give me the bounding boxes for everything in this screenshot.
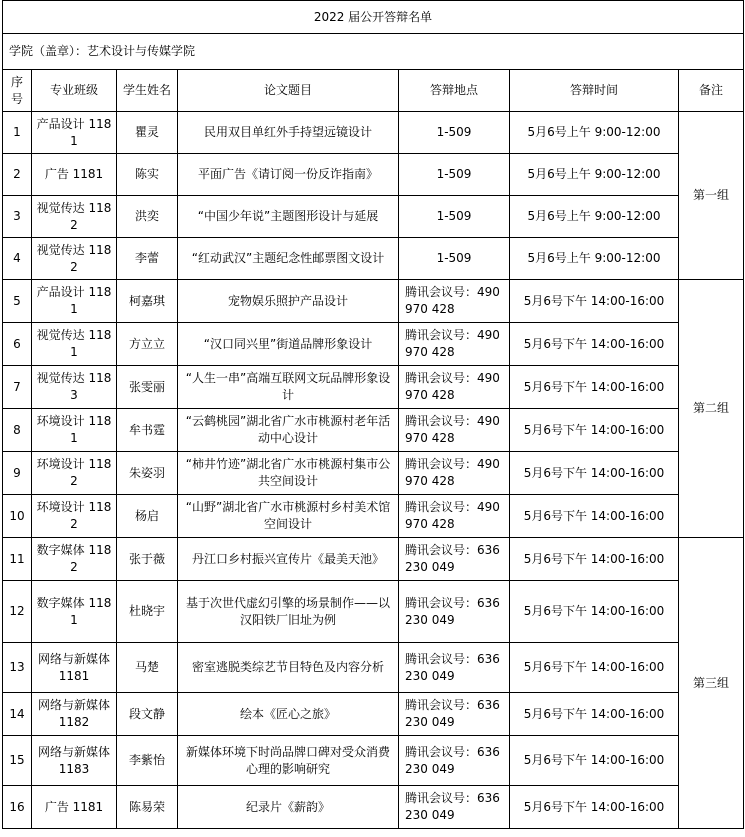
cell-student: 张于薇 — [117, 538, 178, 581]
header-place: 答辩地点 — [399, 70, 510, 112]
table-row — [3, 196, 744, 238]
cell-thesis: 民用双目单红外手持望远镜设计 — [178, 112, 399, 154]
table-row — [3, 786, 744, 829]
table-row — [3, 154, 744, 196]
header-student: 学生姓名 — [117, 70, 178, 112]
cell-major: 广告 1181 — [32, 786, 117, 829]
table-row — [3, 238, 744, 280]
cell-student: 段文静 — [117, 693, 178, 736]
table-row — [3, 323, 744, 366]
table-row — [3, 643, 744, 693]
cell-thesis: “云鹤桃园”湖北省广水市桃源村老年活动中心设计 — [178, 409, 399, 452]
header-thesis: 论文题目 — [178, 70, 399, 112]
cell-thesis: 密室逃脱类综艺节目特色及内容分析 — [178, 643, 399, 693]
cell-seq: 4 — [3, 238, 32, 280]
cell-seq: 13 — [3, 643, 32, 693]
cell-place: 1-509 — [399, 196, 510, 238]
table-row — [3, 280, 744, 323]
cell-student: 朱姿羽 — [117, 452, 178, 495]
cell-thesis: 宠物娱乐照护产品设计 — [178, 280, 399, 323]
table-row — [3, 366, 744, 409]
table-row — [3, 409, 744, 452]
cell-seq: 12 — [3, 581, 32, 643]
page-title: 2022 届公开答辩名单 — [3, 1, 744, 34]
cell-seq: 1 — [3, 112, 32, 154]
cell-thesis: 基于次世代虚幻引擎的场景制作——以汉阳铁厂旧址为例 — [178, 581, 399, 643]
table-row — [3, 495, 744, 538]
header-major: 专业班级 — [32, 70, 117, 112]
cell-place: 腾讯会议号：636 230 049 — [399, 736, 510, 786]
cell-student: 洪奕 — [117, 196, 178, 238]
cell-major: 视觉传达 1182 — [32, 196, 117, 238]
cell-student: 杜晓宇 — [117, 581, 178, 643]
cell-thesis: “人生一串”高端互联网文玩品牌形象设计 — [178, 366, 399, 409]
cell-major: 网络与新媒体 1181 — [32, 643, 117, 693]
cell-time: 5月6号上午 9:00-12:00 — [510, 154, 679, 196]
cell-group: 第一组 — [679, 112, 744, 280]
table-row — [3, 693, 744, 736]
cell-major: 环境设计 1182 — [32, 495, 117, 538]
cell-seq: 6 — [3, 323, 32, 366]
cell-group: 第二组 — [679, 280, 744, 538]
cell-seq: 9 — [3, 452, 32, 495]
cell-thesis: “中国少年说”主题图形设计与延展 — [178, 196, 399, 238]
cell-student: 李蕾 — [117, 238, 178, 280]
cell-time: 5月6号下午 14:00-16:00 — [510, 581, 679, 643]
defense-list-sheet — [2, 0, 743, 829]
cell-major: 视觉传达 1181 — [32, 323, 117, 366]
cell-thesis: “山野”湖北省广水市桃源村乡村美术馆空间设计 — [178, 495, 399, 538]
cell-place: 腾讯会议号：636 230 049 — [399, 581, 510, 643]
college-row — [3, 34, 744, 70]
cell-place: 1-509 — [399, 112, 510, 154]
table-row — [3, 581, 744, 643]
cell-seq: 8 — [3, 409, 32, 452]
cell-time: 5月6号下午 14:00-16:00 — [510, 538, 679, 581]
cell-place: 腾讯会议号：636 230 049 — [399, 693, 510, 736]
college-label: 学院（盖章）：艺术设计与传媒学院 — [3, 34, 744, 70]
cell-student: 杨启 — [117, 495, 178, 538]
cell-place: 腾讯会议号：490 970 428 — [399, 409, 510, 452]
cell-place: 腾讯会议号：490 970 428 — [399, 323, 510, 366]
cell-student: 牟书霆 — [117, 409, 178, 452]
cell-major: 视觉传达 1183 — [32, 366, 117, 409]
cell-major: 网络与新媒体 1183 — [32, 736, 117, 786]
cell-place: 1-509 — [399, 154, 510, 196]
cell-time: 5月6号下午 14:00-16:00 — [510, 409, 679, 452]
cell-seq: 11 — [3, 538, 32, 581]
cell-time: 5月6号下午 14:00-16:00 — [510, 643, 679, 693]
cell-thesis: “柿井竹迹”湖北省广水市桃源村集市公共空间设计 — [178, 452, 399, 495]
cell-thesis: 绘本《匠心之旅》 — [178, 693, 399, 736]
cell-time: 5月6号下午 14:00-16:00 — [510, 786, 679, 829]
header-time: 答辩时间 — [510, 70, 679, 112]
header-remark: 备注 — [679, 70, 744, 112]
defense-table — [2, 0, 744, 829]
cell-seq: 5 — [3, 280, 32, 323]
cell-thesis: 平面广告《请订阅一份反诈指南》 — [178, 154, 399, 196]
cell-major: 广告 1181 — [32, 154, 117, 196]
header-row — [3, 70, 744, 112]
cell-time: 5月6号下午 14:00-16:00 — [510, 452, 679, 495]
cell-seq: 16 — [3, 786, 32, 829]
cell-place: 腾讯会议号：490 970 428 — [399, 495, 510, 538]
cell-student: 柯嘉琪 — [117, 280, 178, 323]
cell-place: 腾讯会议号：636 230 049 — [399, 786, 510, 829]
cell-time: 5月6号下午 14:00-16:00 — [510, 736, 679, 786]
cell-student: 陈实 — [117, 154, 178, 196]
table-row — [3, 736, 744, 786]
header-seq: 序号 — [3, 70, 32, 112]
cell-student: 马楚 — [117, 643, 178, 693]
cell-thesis: “红动武汉”主题纪念性邮票图文设计 — [178, 238, 399, 280]
cell-thesis: “汉口同兴里”街道品牌形象设计 — [178, 323, 399, 366]
cell-major: 视觉传达 1182 — [32, 238, 117, 280]
cell-place: 腾讯会议号：490 970 428 — [399, 280, 510, 323]
cell-major: 网络与新媒体 1182 — [32, 693, 117, 736]
cell-seq: 3 — [3, 196, 32, 238]
cell-time: 5月6号上午 9:00-12:00 — [510, 196, 679, 238]
cell-major: 环境设计 1182 — [32, 452, 117, 495]
cell-time: 5月6号下午 14:00-16:00 — [510, 280, 679, 323]
title-row — [3, 1, 744, 34]
cell-time: 5月6号上午 9:00-12:00 — [510, 238, 679, 280]
cell-time: 5月6号下午 14:00-16:00 — [510, 366, 679, 409]
cell-major: 环境设计 1181 — [32, 409, 117, 452]
cell-thesis: 纪录片《薪韵》 — [178, 786, 399, 829]
cell-place: 腾讯会议号：490 970 428 — [399, 452, 510, 495]
cell-major: 产品设计 1181 — [32, 280, 117, 323]
cell-group: 第三组 — [679, 538, 744, 829]
cell-time: 5月6号下午 14:00-16:00 — [510, 323, 679, 366]
cell-thesis: 丹江口乡村振兴宣传片《最美天池》 — [178, 538, 399, 581]
cell-student: 李紫怡 — [117, 736, 178, 786]
cell-student: 瞿灵 — [117, 112, 178, 154]
cell-place: 腾讯会议号：636 230 049 — [399, 643, 510, 693]
cell-thesis: 新媒体环境下时尚品牌口碑对受众消费心理的影响研究 — [178, 736, 399, 786]
table-row — [3, 538, 744, 581]
cell-student: 陈易荣 — [117, 786, 178, 829]
cell-time: 5月6号上午 9:00-12:00 — [510, 112, 679, 154]
cell-seq: 10 — [3, 495, 32, 538]
cell-time: 5月6号下午 14:00-16:00 — [510, 495, 679, 538]
cell-major: 数字媒体 1182 — [32, 538, 117, 581]
cell-place: 腾讯会议号：490 970 428 — [399, 366, 510, 409]
cell-place: 1-509 — [399, 238, 510, 280]
cell-student: 方立立 — [117, 323, 178, 366]
cell-major: 产品设计 1181 — [32, 112, 117, 154]
cell-place: 腾讯会议号：636 230 049 — [399, 538, 510, 581]
cell-major: 数字媒体 1181 — [32, 581, 117, 643]
cell-student: 张雯丽 — [117, 366, 178, 409]
cell-seq: 2 — [3, 154, 32, 196]
table-row — [3, 452, 744, 495]
table-row — [3, 112, 744, 154]
cell-time: 5月6号下午 14:00-16:00 — [510, 693, 679, 736]
cell-seq: 7 — [3, 366, 32, 409]
cell-seq: 14 — [3, 693, 32, 736]
cell-seq: 15 — [3, 736, 32, 786]
